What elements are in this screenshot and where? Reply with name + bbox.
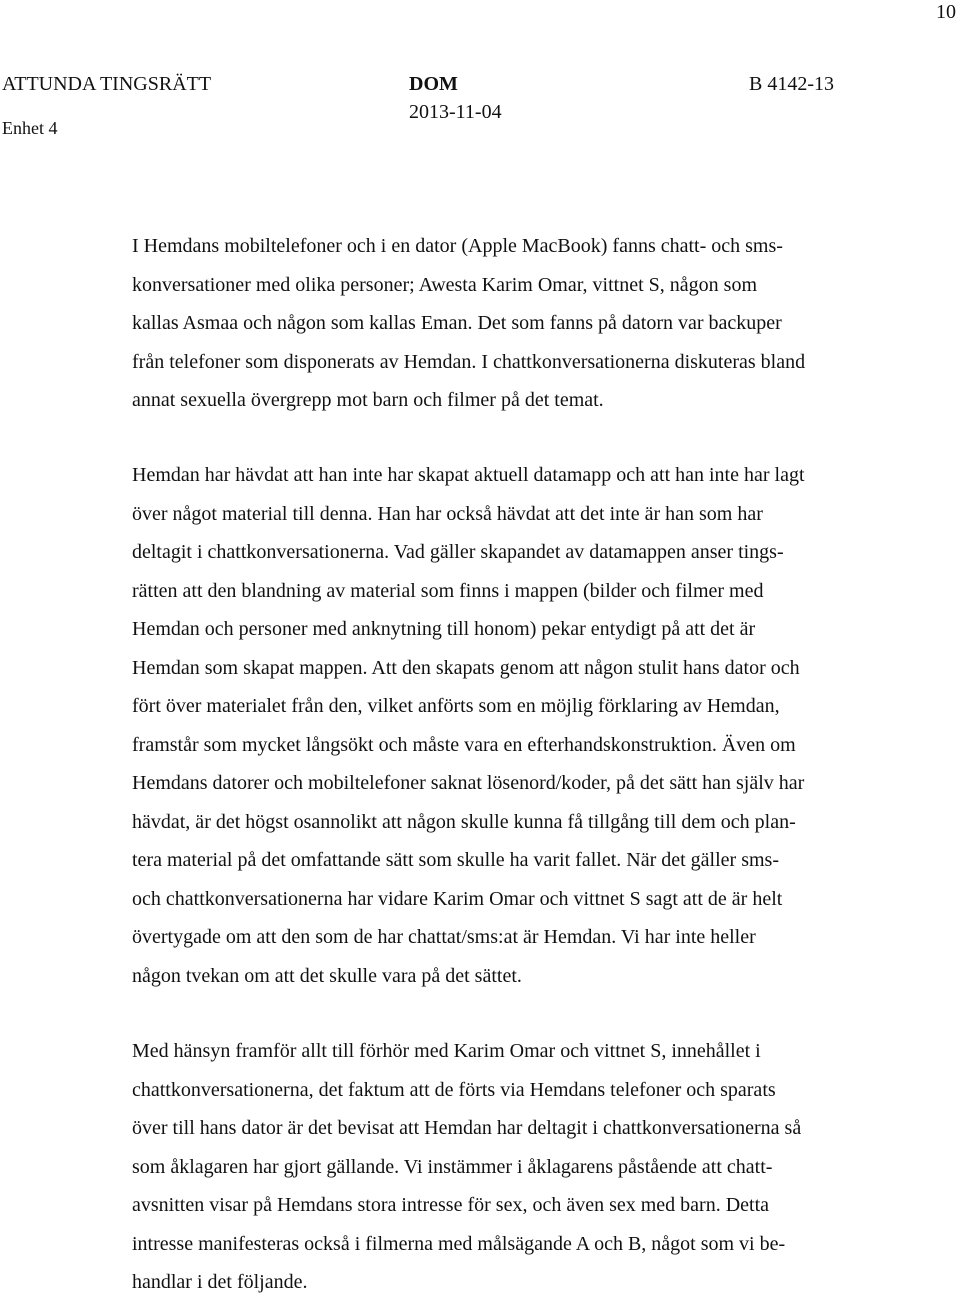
paragraph-3 bbox=[132, 1032, 892, 1302]
paragraph-2 bbox=[132, 456, 892, 995]
text-line: annat sexuella övergrepp mot barn och filmer på det temat. bbox=[132, 389, 604, 411]
text-line: intresse manifesteras också i filmerna med målsägande A och B, något som vi be- bbox=[132, 1232, 786, 1255]
text-line: över något material till denna. Han har också hävdat att det inte är han som har bbox=[132, 502, 763, 525]
text-line: framstår som mycket långsökt och måste vara en efterhandskonstruktion. Även om bbox=[132, 733, 796, 756]
document-header bbox=[0, 70, 960, 140]
text-line: konversationer med olika personer; Awesta Karim Omar, vittnet S, någon som bbox=[132, 273, 757, 296]
text-line: någon tvekan om att det skulle vara på det sättet. bbox=[132, 964, 522, 987]
text-line: chattkonversationerna, det faktum att de förts via Hemdans telefoner och sparats bbox=[132, 1078, 776, 1101]
text-line: rätten att den blandning av material som finns i mappen (bilder och filmer med bbox=[132, 579, 764, 602]
case-number: B 4142-13 bbox=[749, 73, 834, 95]
text-line: från telefoner som disponerats av Hemdan. I chattkonversationerna diskuteras bland bbox=[132, 350, 806, 373]
text-line: Med hänsyn framför allt till förhör med Karim Omar och vittnet S, innehållet i bbox=[132, 1040, 761, 1062]
paragraph-1 bbox=[132, 227, 892, 420]
text-line: hävdat, är det högst osannolikt att någon skulle kunna få tillgång till dem och plan- bbox=[132, 810, 796, 833]
text-line: Hemdans datorer och mobiltelefoner saknat lösenord/koder, på det sätt han själv har bbox=[132, 772, 805, 794]
text-line: Hemdan och personer med anknytning till honom) pekar entydigt på att det är bbox=[132, 618, 756, 640]
text-line: deltagit i chattkonversationerna. Vad gäller skapandet av datamappen anser tings- bbox=[132, 541, 784, 563]
text-line: Hemdan har hävdat att han inte har skapat aktuell datamapp och att han inte har lagt bbox=[132, 464, 805, 486]
court-name: ATTUNDA TINGSRÄTT bbox=[2, 73, 212, 95]
page-number: 10 bbox=[936, 1, 956, 23]
text-line: övertygade om att den som de har chattat/sms:at är Hemdan. Vi har inte heller bbox=[132, 926, 756, 948]
document-type: DOM bbox=[409, 73, 458, 95]
text-line: Hemdan som skapat mappen. Att den skapats genom att någon stulit hans dator och bbox=[132, 656, 800, 679]
text-line: över till hans dator är det bevisat att Hemdan har deltagit i chattkonversationerna så bbox=[132, 1117, 802, 1139]
text-line: och chattkonversationerna har vidare Karim Omar och vittnet S sagt att de är helt bbox=[132, 887, 783, 910]
text-line: avsnitten visar på Hemdans stora intresse för sex, och även sex med barn. Detta bbox=[132, 1194, 770, 1216]
text-line: I Hemdans mobiltelefoner och i en dator (Apple MacBook) fanns chatt- och sms- bbox=[132, 235, 783, 257]
document-date: 2013-11-04 bbox=[409, 101, 502, 123]
text-line: tera material på det omfattande sätt som skulle ha varit fallet. När det gäller sms- bbox=[132, 849, 779, 871]
court-unit: Enhet 4 bbox=[2, 118, 58, 138]
text-line: kallas Asmaa och någon som kallas Eman. Det som fanns på datorn var backuper bbox=[132, 312, 782, 334]
text-line: fört över materialet från den, vilket anförts som en möjlig förklaring av Hemdan, bbox=[132, 695, 780, 717]
text-line: handlar i det följande. bbox=[132, 1271, 308, 1293]
text-line: som åklagaren har gjort gällande. Vi instämmer i åklagarens påstående att chatt- bbox=[132, 1155, 773, 1178]
